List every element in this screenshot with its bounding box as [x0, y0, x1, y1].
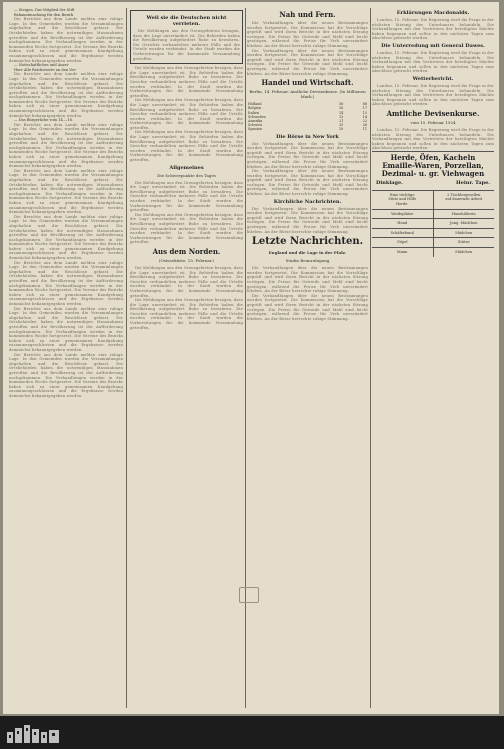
col1-line-4: Herr Alle Reichswerte an den Ver-: [14, 67, 77, 72]
stove-advertisement: [372, 151, 494, 190]
classified-ad: [433, 248, 495, 257]
col3-church-headline: Kirchliche Nachrichten.: [273, 198, 342, 205]
ad4-left: Hund: [397, 221, 408, 226]
col1-line-3: — Nottschaftliches und Anzei-: [14, 63, 70, 68]
quote-buy: 35: [338, 123, 344, 128]
column-rule-3: [370, 8, 371, 708]
col3-article-text: Die Verhandlungen über die neuen Bestimmungen wurden fortgesetzt. Die Kommission hat die Vorschläge geprüft und wird ihren Bericht in der nächsten Sitzung vorlegen. Die Preise für Getreide und Mehl sind leicht gestiegen, während die Preise für Vieh unverändert blieben. An der Börse herrschte ruhige Stimmung.: [247, 21, 368, 48]
col1-article-text-6: Die Berichte aus dem Lande melden eine ruhige Lage. In den Gemeinden wurden die Versammlungen abgehalten und die Beschlüsse gefasst. Die Ortsbehörden haben die notwendigen Massnahmen getroffen und die Bevölkerung ist der Aufforderung nachgekommen. Die Verhandlungen werden in der kommenden Woche fortgesetzt. Die Vereine des Bezirks haben sich zu einer gemeinsamen Kundgebung zusammengeschlossen und die Ergebnisse werden demnächst bekanntgegeben werden.: [9, 260, 123, 306]
column-1: [9, 8, 123, 710]
col1-article-text-2: Die Berichte aus dem Lande melden eine ruhige Lage. In den Gemeinden wurden die Versammlungen abgehalten und die Beschlüsse gefasst. Die Ortsbehörden haben die notwendigen Massnahmen getroffen und die Bevölkerung ist der Aufforderung nachgekommen. Die Verhandlungen werden in der kommenden Woche fortgesetzt. Die Vereine des Bezirks haben sich zu einer gemeinsamen Kundgebung zusammengeschlossen und die Ergebnisse werden demnächst bekanntgegeben werden.: [9, 72, 123, 118]
ad5-left: Schäferhund: [390, 230, 414, 235]
column-3: [247, 8, 368, 710]
col1-article-text-5: Die Berichte aus dem Lande melden eine ruhige Lage. In den Gemeinden wurden die Versammlungen abgehalten und die Beschlüsse gefasst. Die Ortsbehörden haben die notwendigen Massnahmen getroffen und die Bevölkerung ist der Aufforderung nachgekommen. Die Verhandlungen werden in der kommenden Woche fortgesetzt. Die Vereine des Bezirks haben sich zu einer gemeinsamen Kundgebung zusammengeschlossen und die Ergebnisse werden demnächst bekanntgegeben werden.: [9, 214, 123, 261]
col1-article-text-4: Die Berichte aus dem Lande melden eine ruhige Lage. In den Gemeinden wurden die Versammlungen abgehalten und die Beschlüsse gefasst. Die Ortsbehörden haben die notwendigen Massnahmen getroffen und die Bevölkerung ist der Aufforderung nachgekommen. Die Verhandlungen werden in der kommenden Woche fortgesetzt. Die Vereine des Bezirks haben sich zu einer gemeinsamen Kundgebung zusammengeschlossen und die Ergebnisse werden demnächst bekanntgegeben werden.: [9, 168, 123, 215]
col2-article-text-4: Die Meldungen aus den Grenzgebieten besagen, dass die Lage unverändert ist. Die Behörden haben die Bevölkerung aufgefordert Ruhe zu bewahren. Die Gerichte verhandelten mehrere Fälle und die Urteile wurden verkündet. In der Stadt wurden die Vorbereitungen für die kommende Versammlung getroffen.: [130, 180, 243, 213]
col2-article-text: Die Meldungen aus den Grenzgebieten besagen, dass die Lage unverändert ist. Die Behörden haben die Bevölkerung aufgefordert Ruhe zu bewahren. Die Gerichte verhandelten mehrere Fälle und die Urteile wurden verkündet. In der Stadt wurden die Vorbereitungen für die kommende Versammlung getroffen.: [130, 66, 243, 98]
ad1-line-2: Emaille-Waren, Porzellan,: [382, 160, 484, 170]
col4-top-headline: Erklärungen Macdonalds.: [396, 10, 470, 16]
col4-fx-text: London, 15. Februar. Die Regierung wird die Frage in der nächsten Sitzung des Unterhauses behandeln. Die Verhandlungen mit den Vertretern der beteiligten Mächte haben begonnen und sollen in den nächsten Tagen zum Abschluss gebracht werden.: [372, 127, 494, 151]
classified-row-2: [372, 209, 494, 219]
quote-country: Spanien: [248, 127, 262, 132]
classified-ad: [372, 238, 433, 247]
ad1-line-1: Herde, Öfen, Kacheln: [390, 152, 476, 162]
col2-article-text-2: Die Meldungen aus den Grenzgebieten besagen, dass die Lage unverändert ist. Die Behörden haben die Bevölkerung aufgefordert Ruhe zu bewahren. Die Gerichte verhandelten mehrere Fälle und die Urteile wurden verkündet. In der Stadt wurden die Vorbereitungen für die kommende Versammlung getroffen.: [130, 98, 243, 130]
col3-market-headline: Die Börse in New York: [276, 133, 339, 140]
col3-top-headline: Nah und Fern.: [279, 10, 336, 19]
col3-article-text-5: Die Verhandlungen über die neuen Bestimmungen wurden fortgesetzt. Die Kommission hat die Vorschläge geprüft und wird ihren Bericht in der nächsten Sitzung vorlegen. Die Preise für Getreide und Mehl sind leicht gestiegen, während die Preise für Vieh unverändert blieben. An der Börse herrschte ruhige Stimmung.: [247, 206, 368, 234]
quote-country: Holland: [248, 102, 262, 107]
ad5-right: Mädchen: [455, 230, 473, 235]
quote-buy: 16: [338, 106, 344, 111]
quote-sell: 36: [362, 123, 367, 128]
quote-sell: 17: [362, 106, 367, 111]
ad3-left: Weideplätze: [391, 211, 414, 216]
ad4-right: Jung. Mädchen: [449, 221, 478, 226]
col1-line-1: — Steigen. Das Mitglied der Stift: [14, 8, 75, 12]
quote-buy: 13: [338, 114, 344, 119]
classified-ad: [433, 238, 495, 247]
col2-article-text-6: Die Meldungen aus den Grenzgebieten besagen, dass die Lage unverändert ist. Die Behörden haben die Bevölkerung aufgefordert Ruhe zu bewahren. Die Gerichte verhandelten mehrere Fälle und die Urteile wurden verkündet. In der Stadt wurden die Vorbereitungen für die kommende Versammlung getroffen.: [130, 265, 243, 298]
col2-article-text-5: Die Meldungen aus den Grenzgebieten besagen, dass die Lage unverändert ist. Die Behörden haben die Bevölkerung aufgefordert Ruhe zu bewahren. Die Gerichte verhandelten mehrere Fälle und die Urteile wurden verkündet. In der Stadt wurden die Vorbereitungen für die kommende Versammlung getroffen.: [130, 212, 243, 245]
classified-ad: [372, 248, 433, 257]
quote-sell: 14: [362, 114, 367, 119]
classified-ad: [372, 229, 433, 238]
classified-row-6: [372, 247, 494, 257]
quote-buy: 14: [338, 110, 344, 115]
ad2-left-line-3: Herde.: [395, 202, 409, 207]
classified-row-5: [372, 237, 494, 247]
ad1-line-3: Dezimal- u. gr. Viehwagen: [381, 168, 485, 178]
ad1-bottom-row: [372, 178, 494, 188]
col1-line-5: — Das Bürgerliche vom 14.—16.: [14, 118, 74, 123]
ad2-right-line-1: 2 Tischlergesellen: [447, 192, 481, 197]
column-rule-2: [245, 8, 246, 708]
classified-ad: [433, 219, 495, 228]
classified-ad: [433, 210, 495, 219]
quote-buy: 10: [338, 127, 344, 132]
col3-article-text-3: Die Verhandlungen über die neuen Bestimmungen wurden fortgesetzt. Die Kommission hat die Vorschläge geprüft und wird ihren Bericht in der nächsten Sitzung vorlegen. Die Preise für Getreide und Mehl sind leicht gestiegen, während die Preise für Vieh unverändert blieben. An der Börse herrschte ruhige Stimmung.: [247, 141, 368, 169]
col2-section2-headline: Aus dem Norden.: [152, 246, 221, 256]
ad6-left: Göpel: [396, 240, 408, 245]
col2-section-headline: Allgemeines: [169, 164, 204, 171]
col2-section2-sub: (Ostseeküste, 15. Februar.): [158, 257, 215, 263]
classified-ad: [372, 210, 433, 219]
col4-article-text-3: London, 15. Februar. Die Regierung wird die Frage in der nächsten Sitzung des Unterhauses behandeln. Die Verhandlungen mit den Vertretern der beteiligten Mächte haben begonnen und sollen in den nächsten Tagen zum Abschluss gebracht werden.: [372, 83, 494, 107]
quote-sell: 15: [362, 110, 367, 115]
col2-box-headline: Weil sie die Deutschen nicht verrieten.: [146, 15, 227, 27]
col4-fx-headline: Amtliche Devisenkurse.: [386, 108, 480, 118]
col3-article-text-2: Die Verhandlungen über die neuen Bestimmungen wurden fortgesetzt. Die Kommission hat die Vorschläge geprüft und wird ihren Bericht in der nächsten Sitzung vorlegen. Die Preise für Getreide und Mehl sind leicht gestiegen, während die Preise für Vieh unverändert blieben. An der Börse herrschte ruhige Stimmung.: [247, 48, 368, 76]
col2-box-text: Die Meldungen aus den Grenzgebieten besagen, dass die Lage unverändert ist. Die Behörden haben die Bevölkerung aufgefordert Ruhe zu bewahren. Die Gerichte verhandelten mehrere Fälle und die Urteile wurden verkündet. In der Stadt wurden die Vorbereitungen für die kommende Versammlung getroffen.: [133, 29, 240, 61]
ad2-left-line-2: Stütz und Hilfe: [388, 197, 417, 202]
currency-quotes-table: [247, 102, 368, 131]
quote-country: Schweiz: [248, 123, 263, 128]
quote-sell: 22: [362, 118, 367, 123]
column-4: [372, 8, 494, 710]
col4-article-text-2: London, 15. Februar. Die Regierung wird die Frage in der nächsten Sitzung des Unterhauses behandeln. Die Verhandlungen mit den Vertretern der beteiligten Mächte haben begonnen und sollen in den nächsten Tagen zum Abschluss gebracht werden.: [372, 50, 494, 74]
quote-country: Italien: [248, 110, 260, 115]
ad7-left: Mann: [397, 250, 408, 255]
col3-latest-sub: England und die Lage in der Pfalz.: [268, 250, 347, 256]
table-row: [247, 127, 368, 131]
col2-article-text-7: Die Meldungen aus den Grenzgebieten besagen, dass die Lage unverändert ist. Die Behörden haben die Bevölkerung aufgefordert Ruhe zu bewahren. Die Gerichte verhandelten mehrere Fälle und die Urteile wurden verkündet. In der Stadt wurden die Vorbereitungen für die kommende Versammlung getroffen.: [130, 298, 243, 330]
classified-ad: [372, 191, 433, 209]
classified-row-1: [372, 190, 494, 209]
scan-footer-strip: [0, 716, 504, 749]
classified-row-3: [372, 218, 494, 228]
col1-article-text-3: Die Berichte aus dem Lande melden eine ruhige Lage. In den Gemeinden wurden die Versammlungen abgehalten und die Beschlüsse gefasst. Die Ortsbehörden haben die notwendigen Massnahmen getroffen und die Bevölkerung ist der Aufforderung nachgekommen. Die Verhandlungen werden in der kommenden Woche fortgesetzt. Die Vereine des Bezirks haben sich zu einer gemeinsamen Kundgebung zusammengeschlossen und die Ergebnisse werden demnächst bekanntgegeben werden.: [9, 122, 123, 169]
col3-article-text-4: Die Verhandlungen über die neuen Bestimmungen wurden fortgesetzt. Die Kommission hat die Vorschläge geprüft und wird ihren Bericht in der nächsten Sitzung vorlegen. Die Preise für Getreide und Mehl sind leicht gestiegen, während die Preise für Vieh unverändert blieben. An der Börse herrschte ruhige Stimmung.: [247, 169, 368, 197]
ad3-right: Haushälterin: [451, 211, 476, 216]
col3-economy-headline: Handel und Wirtschaft.: [261, 78, 354, 88]
quote-country: Amerika: [248, 118, 263, 123]
col1-article-text-7: Die Berichte aus dem Lande melden eine ruhige Lage. In den Gemeinden wurden die Versammlungen abgehalten und die Beschlüsse gefasst. Die Ortsbehörden haben die notwendigen Massnahmen getroffen und die Bevölkerung ist der Aufforderung nachgekommen. Die Verhandlungen werden in der kommenden Woche fortgesetzt. Die Vereine des Bezirks haben sich zu einer gemeinsamen Kundgebung zusammengeschlossen und die Ergebnisse werden demnächst bekanntgegeben werden.: [9, 306, 123, 352]
ad6-right: Stütze: [457, 240, 470, 245]
quote-sell: 11: [362, 127, 367, 132]
col2-section-sub: Die Schwerpunkte des Tages: [157, 172, 216, 178]
col3-article-text-6: Die Verhandlungen über die neuen Bestimmungen wurden fortgesetzt. Die Kommission hat die Vorschläge geprüft und wird ihren Bericht in der nächsten Sitzung vorlegen. Die Preise für Getreide und Mehl sind leicht gestiegen, während die Preise für Vieh unverändert blieben. An der Börse herrschte ruhige Stimmung.: [247, 266, 368, 294]
col2-boxed-article: [130, 10, 243, 64]
ad1-name: Heinr. Tape.: [456, 179, 490, 186]
quote-sell: 88: [362, 102, 367, 107]
col1-line-2: Bekanntmachung für den Bezirk: [14, 12, 74, 17]
column-rule-1: [126, 8, 127, 708]
ad2-right-line-2: auf dauernde Arbeit: [445, 197, 483, 202]
quote-buy: 56: [338, 102, 344, 107]
quote-buy: 21: [338, 118, 344, 123]
classified-row-4: [372, 228, 494, 238]
col3-article-text-7: Die Verhandlungen über die neuen Bestimmungen wurden fortgesetzt. Die Kommission hat die Vorschläge geprüft und wird ihren Bericht in der nächsten Sitzung vorlegen. Die Preise für Getreide und Mehl sind leicht gestiegen, während die Preise für Vieh unverändert blieben. An der Börse herrschte ruhige Stimmung.: [247, 293, 368, 321]
classified-ad: [372, 219, 433, 228]
col1-article-text: Die Berichte aus dem Lande melden eine ruhige Lage. In den Gemeinden wurden die Versammlungen abgehalten und die Beschlüsse gefasst. Die Ortsbehörden haben die notwendigen Massnahmen getroffen und die Bevölkerung ist der Aufforderung nachgekommen. Die Verhandlungen werden in der kommenden Woche fortgesetzt. Die Vereine des Bezirks haben sich zu einer gemeinsamen Kundgebung zusammengeschlossen und die Ergebnisse werden demnächst bekanntgegeben werden.: [9, 17, 123, 63]
col4-fx-sub: vom 15. Februar 1924: [410, 119, 456, 125]
col3-economy-sub: Berlin, 14. Februar. Amtliche Devisenkurse. (In Millionen Mark.): [249, 89, 366, 100]
col4-article-text: London, 15. Februar. Die Regierung wird die Frage in der nächsten Sitzung des Unterhauses behandeln. Die Verhandlungen mit den Vertretern der beteiligten Mächte haben begonnen und sollen in den nächsten Tagen zum Abschluss gebracht werden.: [372, 18, 494, 41]
col4-third-headline: Wetterbericht.: [412, 75, 454, 82]
column-2: [130, 8, 243, 710]
classified-ad: [433, 191, 495, 209]
col3-latest-sub2: Starke Beunruhigung: [285, 258, 330, 264]
quote-country: Belgien: [248, 106, 262, 111]
col2-article-text-3: Die Meldungen aus den Grenzgebieten besagen, dass die Lage unverändert ist. Die Behörden haben die Bevölkerung aufgefordert Ruhe zu bewahren. Die Gerichte verhandelten mehrere Fälle und die Urteile wurden verkündet. In der Stadt wurden die Vorbereitungen für die kommende Versammlung getroffen.: [130, 130, 243, 163]
col3-latest-headline: Letzte Nachrichten.: [251, 236, 364, 248]
col1-article-text-8: Die Berichte aus dem Lande melden eine ruhige Lage. In den Gemeinden wurden die Versammlungen abgehalten und die Beschlüsse gefasst. Die Ortsbehörden haben die notwendigen Massnahmen getroffen und die Bevölkerung ist der Aufforderung nachgekommen. Die Verhandlungen werden in der kommenden Woche fortgesetzt. Die Vereine des Bezirks haben sich zu einer gemeinsamen Kundgebung zusammengeschlossen und die Ergebnisse werden demnächst bekanntgegeben werden.: [9, 352, 123, 398]
quote-country: Schweden: [248, 114, 266, 119]
col4-second-headline: Die Unterredung mit General Dawes.: [381, 42, 485, 49]
ad1-place: Dinklage.: [376, 179, 403, 186]
classified-ad: [433, 229, 495, 238]
archive-logo-icon: [4, 720, 64, 746]
library-stamp: [239, 587, 259, 603]
ad2-left-line-1: Eine tüchtige: [390, 192, 415, 197]
newspaper-page: [3, 2, 499, 714]
ad7-right: Mädchen: [455, 250, 473, 255]
